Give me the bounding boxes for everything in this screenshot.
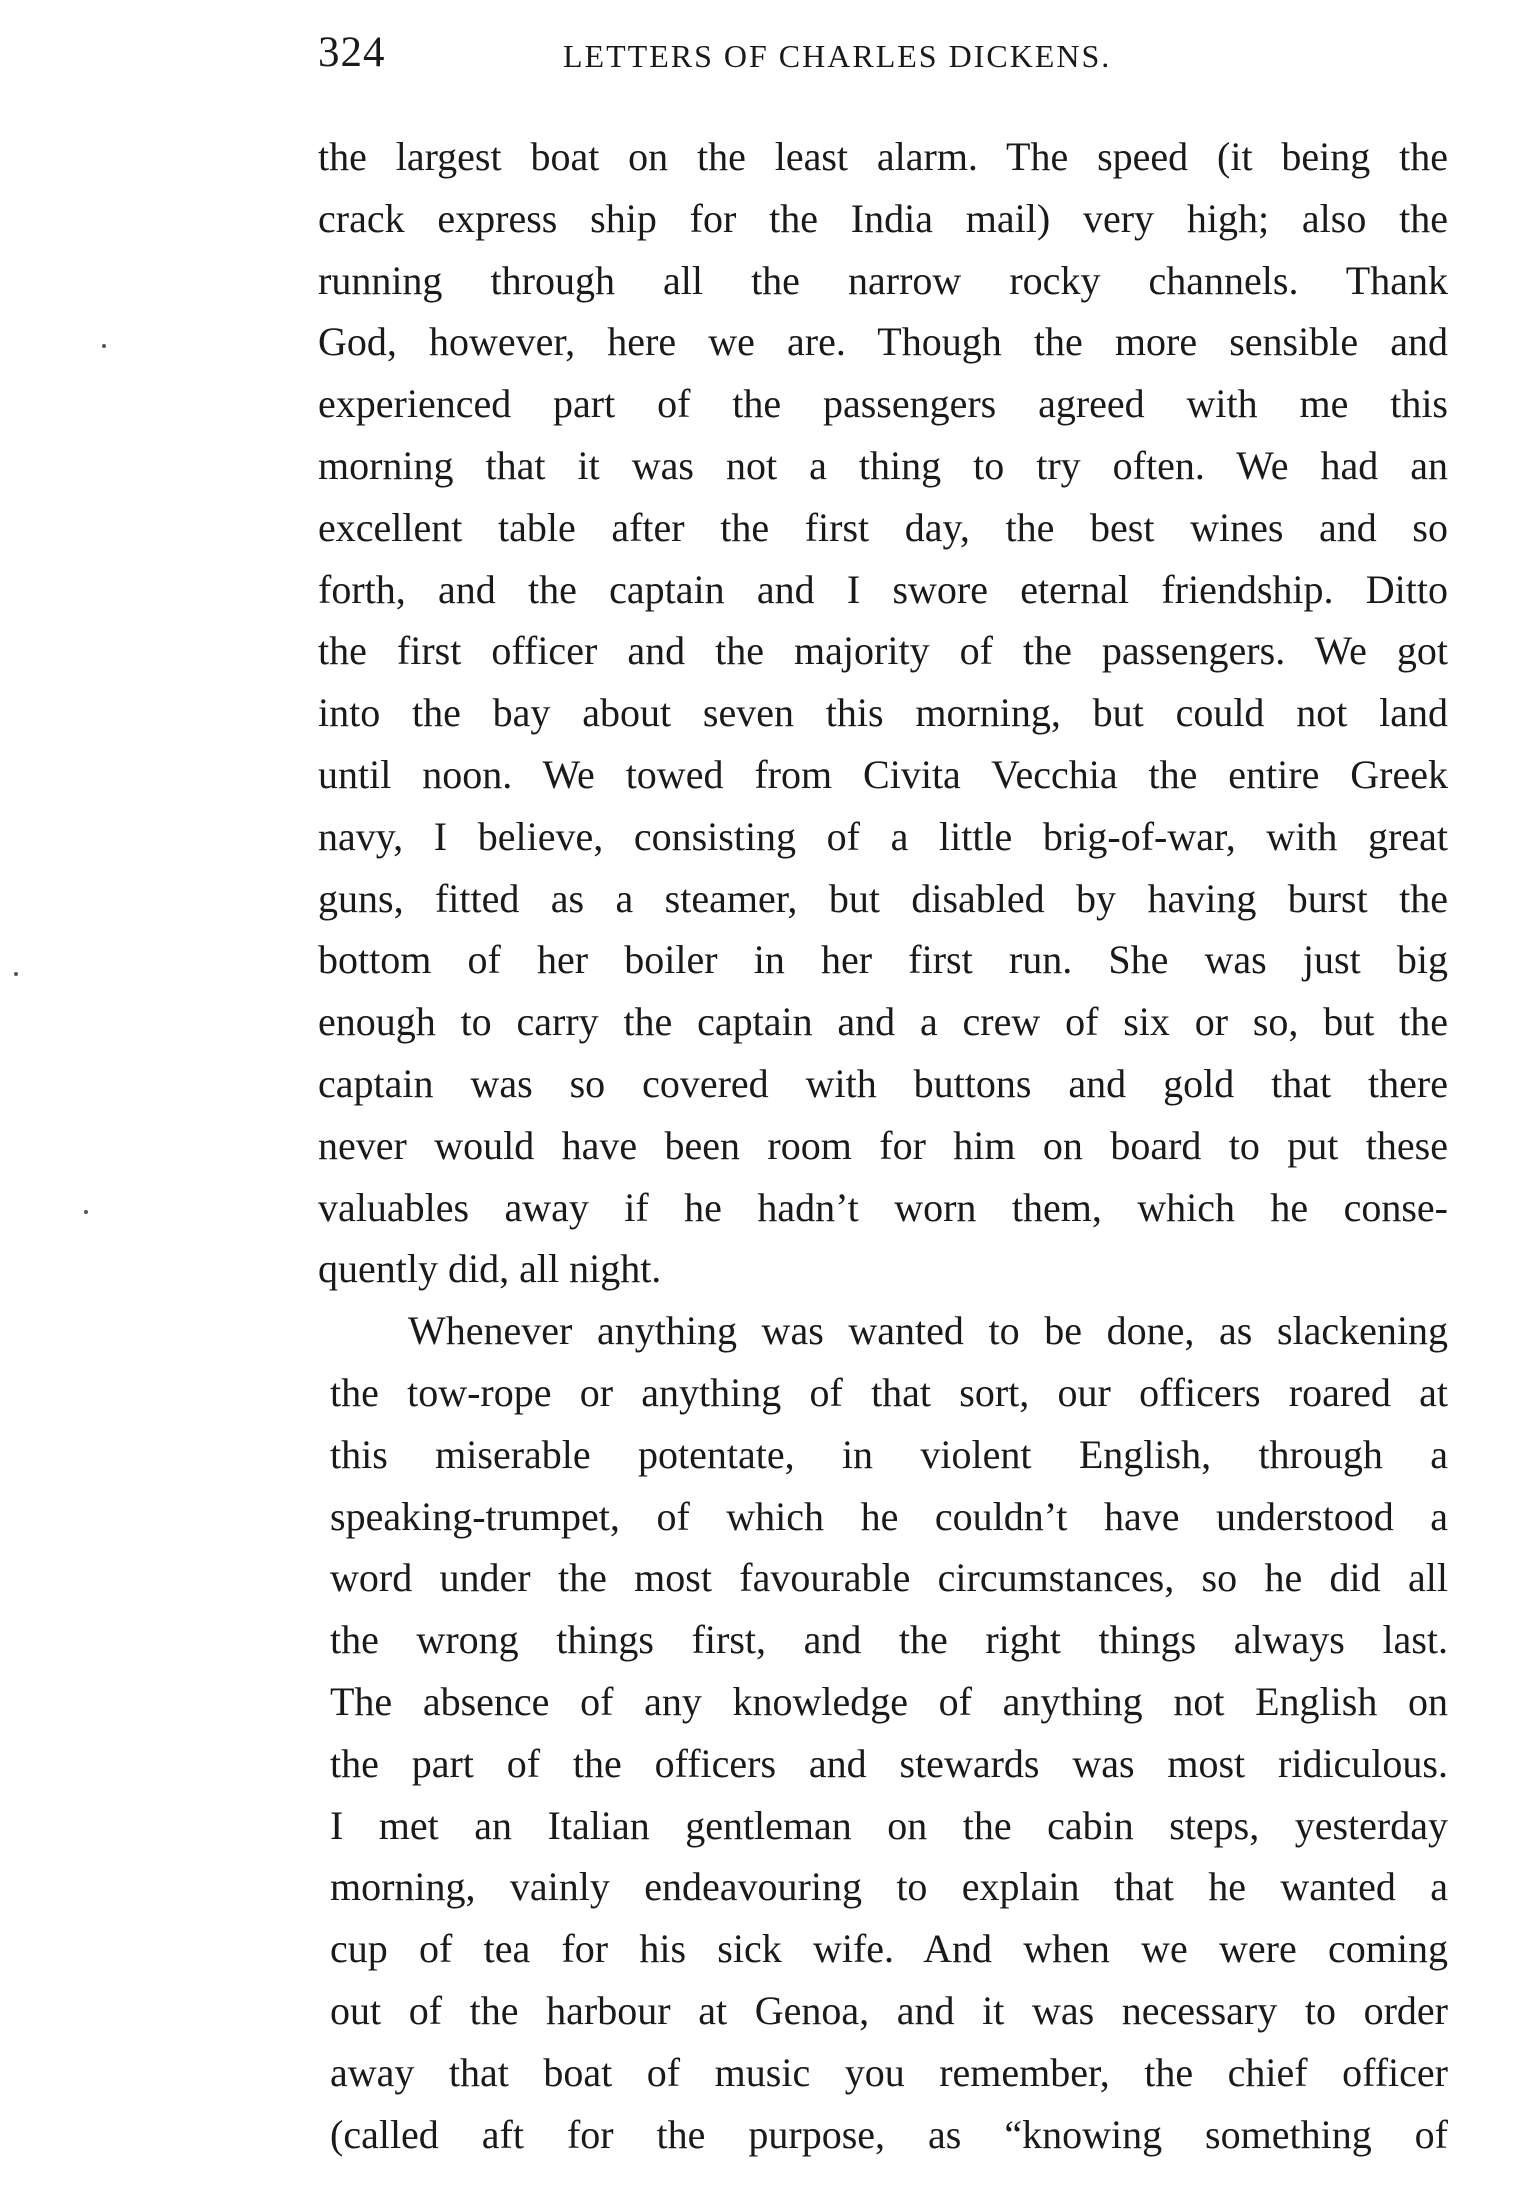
body-text	[318, 126, 1448, 2165]
text-line: captain was so covered with buttons and gold that there	[318, 1060, 1448, 1106]
text-line: Whenever anything was wanted to be done, as slackening	[408, 1308, 1448, 1354]
text-line: the wrong things first, and the right things always last.	[330, 1617, 1448, 1663]
running-title: LETTERS OF CHARLES DICKENS.	[563, 38, 1112, 74]
text-line: bottom of her boiler in her first run. She was just big	[318, 937, 1448, 983]
text-line: navy, I believe, consisting of a little brig-of-war, with great	[318, 813, 1448, 859]
text-line: experienced part of the passengers agreed with me this	[318, 381, 1448, 427]
text-line: the tow-rope or anything of that sort, our officers roared at	[330, 1369, 1448, 1415]
text-line: excellent table after the first day, the best wines and so	[318, 504, 1448, 550]
text-line: the first officer and the majority of the passengers. We got	[318, 628, 1448, 674]
text-line: never would have been room for him on board to put these	[318, 1122, 1448, 1168]
text-line: the part of the officers and stewards was most ridiculous.	[330, 1740, 1448, 1786]
text-line: until noon. We towed from Civita Vecchia the entire Greek	[318, 751, 1448, 797]
text-line: valuables away if he hadn’t worn them, which he conse-	[318, 1184, 1448, 1230]
text-line: enough to carry the captain and a crew of six or so, but the	[318, 999, 1448, 1045]
running-head	[318, 28, 1448, 88]
margin-speck	[84, 1210, 88, 1214]
paragraph-1	[318, 126, 1448, 1300]
text-line: speaking-trumpet, of which he couldn’t have understood a	[330, 1493, 1448, 1539]
text-line: God, however, here we are. Though the more sensible and	[318, 319, 1448, 365]
text-line: crack express ship for the India mail) very high; also the	[318, 195, 1448, 241]
margin-speck	[102, 344, 106, 348]
text-line: running through all the narrow rocky channels. Thank	[318, 257, 1448, 303]
paragraph-2	[330, 1300, 1448, 2165]
text-line: word under the most favourable circumstances, so he did all	[330, 1555, 1448, 1601]
text-line: guns, fitted as a steamer, but disabled by having burst the	[318, 875, 1448, 921]
text-line: morning that it was not a thing to try often. We had an	[318, 442, 1448, 488]
text-line: forth, and the captain and I swore eternal friendship. Ditto	[318, 566, 1448, 612]
text-line: cup of tea for his sick wife. And when we were coming	[330, 1926, 1448, 1972]
text-line: the largest boat on the least alarm. The speed (it being the	[318, 134, 1448, 179]
text-line: (called aft for the purpose, as “knowing something of	[330, 2111, 1448, 2157]
text-line: this miserable potentate, in violent English, through a	[330, 1431, 1448, 1477]
page-number: 324	[318, 29, 386, 76]
margin-speck	[14, 972, 18, 976]
text-line: I met an Italian gentleman on the cabin steps, yesterday	[330, 1802, 1448, 1848]
text-line: away that boat of music you remember, the chief officer	[330, 2049, 1448, 2095]
text-line: morning, vainly endeavouring to explain that he wanted a	[330, 1864, 1448, 1910]
text-line: out of the harbour at Genoa, and it was necessary to order	[330, 1987, 1448, 2033]
text-line: into the bay about seven this morning, but could not land	[318, 690, 1448, 736]
text-line: quently did, all night.	[318, 1246, 662, 1292]
text-line: The absence of any knowledge of anything not English on	[330, 1678, 1448, 1724]
